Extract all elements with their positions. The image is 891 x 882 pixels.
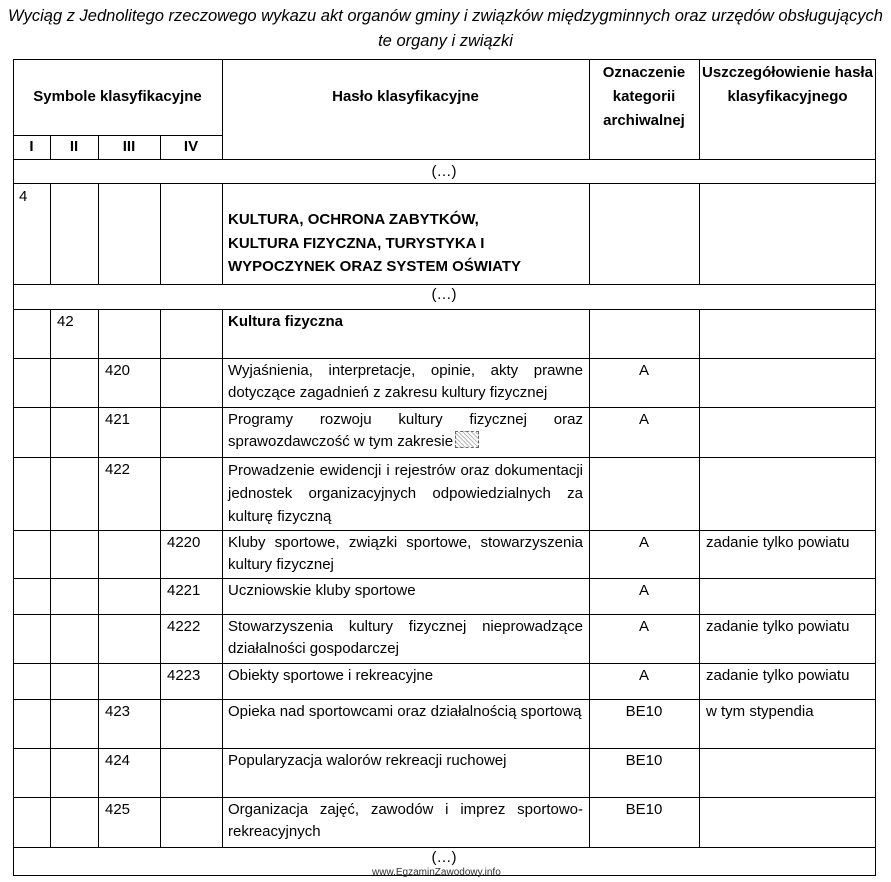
cell-symbol-iv: 4222 [167,618,201,635]
cell-kategoria: A [638,582,649,599]
header-symbols: Symbole klasyfikacyjne [33,88,202,105]
header-col-ii: II [69,138,79,155]
page-title: Wyciąg z Jednolitego rzeczowego wykazu akt organów gminy i związków międzygminnych oraz urzędów obsługujących te organy i związki [8,7,883,50]
header-haslo: Hasło klasyfikacyjne [332,88,479,105]
cell-symbol-iv: 4220 [167,534,201,551]
watermark: www.EgzaminZawodowy.info [372,867,501,878]
ellipsis-row: (…) [431,286,457,303]
cell-kategoria: A [638,618,649,635]
cell-symbol-i: 4 [19,188,28,205]
cell-haslo: Kultura fizyczna [228,313,344,330]
cell-kategoria: A [638,667,649,684]
header-col-iv: IV [183,138,199,155]
cell-kategoria: BE10 [625,703,663,720]
cell-kategoria: A [638,411,649,428]
cell-haslo [228,409,583,453]
cell-haslo-text: Programy rozwoju kultury fizycznej oraz sprawozdawczość w tym zakresie [228,411,583,450]
cell-symbol-iii: 420 [105,362,131,379]
cell-symbol-iii: 425 [105,801,131,818]
cell-kategoria: A [638,362,649,379]
cell-uszczegolowienie: zadanie tylko powiatu [706,618,850,635]
cell-kategoria: BE10 [625,752,663,769]
cell-haslo: Prowadzenie ewidencji i rejestrów oraz dokumentacji jednostek organizacyjnych odpowiedzialnych za kulturę fizyczną [228,462,583,525]
cell-symbol-iii: 421 [105,411,131,428]
header-col-i: I [29,138,34,155]
cell-haslo: KULTURA, OCHRONA ZABYTKÓW, KULTURA FIZYCZNA, TURYSTYKA I WYPOCZYNEK ORAZ SYSTEM OŚWIATY [228,211,522,275]
cell-symbol-iv: 4221 [167,582,201,599]
cell-symbol-iii: 422 [105,461,131,478]
cell-symbol-ii: 42 [57,313,74,330]
ellipsis-row: (…) [431,849,457,866]
cell-kategoria: BE10 [625,801,663,818]
cell-haslo: Uczniowskie kluby sportowe [228,582,416,599]
header-col-iii: III [122,138,136,155]
qr-code-icon [455,431,479,448]
ellipsis-row: (…) [431,163,457,180]
cell-haslo: Wyjaśnienia, interpretacje, opinie, akty prawne dotyczące zagadnień z zakresu kultury fizycznej [228,362,583,401]
cell-uszczegolowienie: zadanie tylko powiatu [706,534,850,551]
header-uszczegolowienie: Uszczegółowienie hasła klasyfikacyjnego [702,64,873,105]
cell-symbol-iv: 4223 [167,667,201,684]
cell-uszczegolowienie: zadanie tylko powiatu [706,667,850,684]
cell-haslo: Obiekty sportowe i rekreacyjne [228,667,434,684]
cell-symbol-iii: 424 [105,752,131,769]
cell-uszczegolowienie: w tym stypendia [706,703,814,720]
cell-symbol-iii: 423 [105,703,131,720]
cell-haslo: Popularyzacja walorów rekreacji ruchowej [228,752,507,769]
cell-haslo: Kluby sportowe, związki sportowe, stowarzyszenia kultury fizycznej [228,534,583,573]
cell-haslo: Opieka nad sportowcami oraz działalnością sportową [228,703,582,720]
cell-haslo: Stowarzyszenia kultury fizycznej nieprowadzące działalności gospodarczej [228,618,583,657]
cell-haslo: Organizacja zajęć, zawodów i imprez sportowo-rekreacyjnych [228,801,583,840]
header-kategoria: Oznaczenie kategorii archiwalnej [602,64,686,129]
cell-kategoria: A [638,534,649,551]
